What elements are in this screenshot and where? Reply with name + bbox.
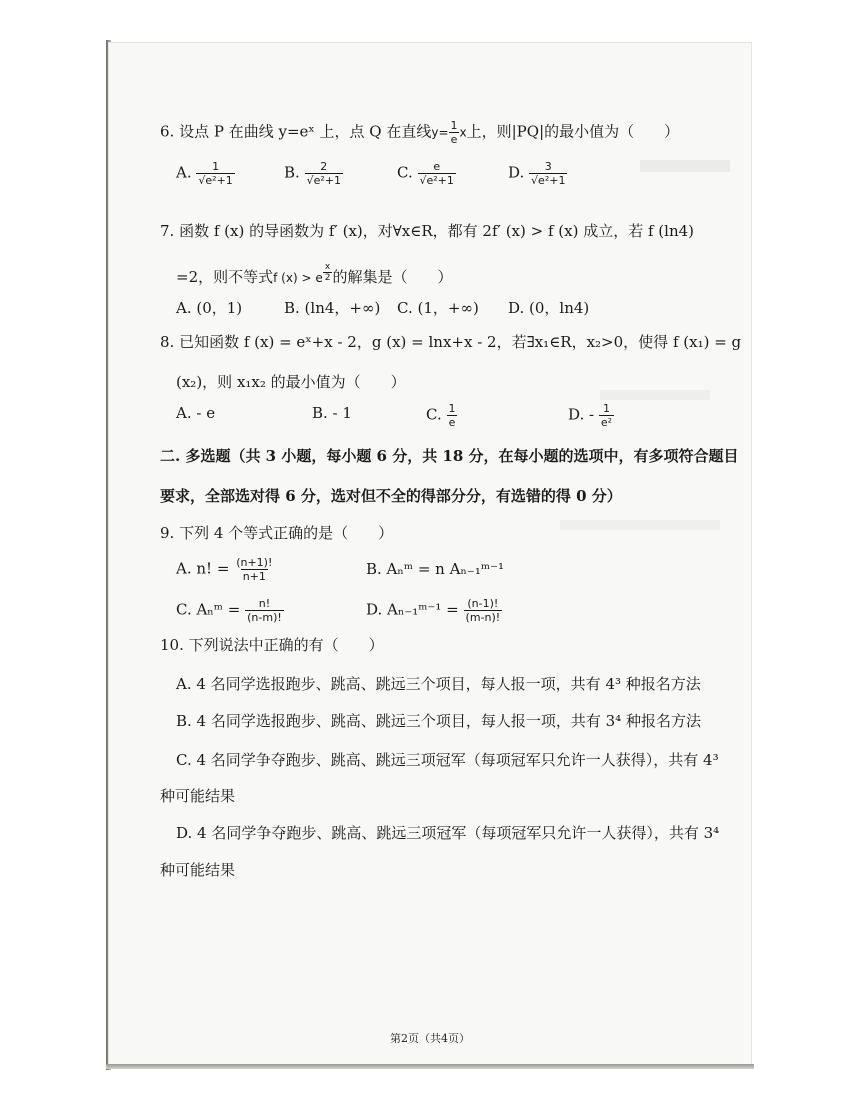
q9-option-c: C. Aₙᵐ = $\frac{n!}{(n-m)!}$: [176, 597, 282, 624]
q6-option-a: A. $\frac{1}{\text{√e²+1}}$: [176, 160, 233, 187]
show-through-mark: [600, 390, 710, 400]
q7-option-a: A. (0，1): [176, 299, 243, 317]
q10-option-c-line2: 种可能结果: [160, 787, 236, 805]
q9-stem: 9. 下列 4 个等式正确的是（ ）: [160, 524, 394, 542]
section2-heading-line1: 二. 多选题（共 3 小题，每小题 6 分，共 18 分，在每小题的选项中，有多项符合题目: [160, 447, 739, 465]
q8-option-d: D. - $\frac{1}{\text{e²}}$: [568, 402, 613, 429]
q6-option-d: D. $\frac{3}{\text{√e²+1}}$: [508, 160, 566, 187]
q8-option-a: A. - e: [176, 404, 216, 422]
q10-option-b: B. 4 名同学选报跑步、跳高、跳远三个项目，每人报一项，共有 3⁴ 种报名方法: [176, 712, 701, 730]
q9-option-b: B. Aₙᵐ = n Aₙ₋₁ᵐ⁻¹: [366, 560, 504, 578]
q8-option-b: B. - 1: [312, 404, 352, 422]
q6-option-c: C. $\frac{e}{\text{√e²+1}}$: [397, 160, 454, 187]
section2-heading-line2: 要求，全部选对得 6 分，选对但不全的得部分分，有选错的得 0 分）: [160, 487, 622, 505]
q7-option-c: C. (1，+∞): [397, 299, 479, 317]
q10-option-d-line2: 种可能结果: [160, 861, 236, 879]
q7-stem-line1: 7. 函数 f (x) 的导函数为 f′ (x)，对∀x∈R，都有 2f′ (x) > f (x) 成立，若 f (ln4): [160, 222, 695, 240]
page-footer: 第2页（共4页）: [390, 1032, 470, 1045]
q7-stem-line2: =2，则不等式f (x) > e $^{\frac{x}{2}}$ 的解集是（ ）: [176, 262, 453, 286]
q10-stem: 10. 下列说法中正确的有（ ）: [160, 636, 384, 654]
q10-option-c-line1: C. 4 名同学争夺跑步、跳高、跳远三项冠军（每项冠军只允许一人获得），共有 4³: [176, 751, 719, 769]
q10-option-a: A. 4 名同学选报跑步、跳高、跳远三个项目，每人报一项，共有 4³ 种报名方法: [176, 675, 701, 693]
q6-stem: 6. 设点 P 在曲线 y=eˣ 上，点 Q 在直线y= $\frac{1}{e}$ x上，则|PQ|的最小值为（ ）: [160, 119, 680, 146]
paper-bottom-edge: [106, 1064, 754, 1069]
q9-option-d: D. Aₙ₋₁ᵐ⁻¹ = $\frac{(n-1)!}{(m-n)!}$: [366, 597, 501, 624]
exam-page: [108, 42, 752, 1067]
q10-option-d-line1: D. 4 名同学争夺跑步、跳高、跳远三项冠军（每项冠军只允许一人获得），共有 3⁴: [176, 824, 720, 842]
show-through-mark: [640, 160, 730, 172]
q6-option-b: B. $\frac{2}{\text{√e²+1}}$: [284, 160, 341, 187]
show-through-mark: [560, 520, 720, 530]
q8-stem-line1: 8. 已知函数 f (x) = eˣ+x - 2，g (x) = lnx+x - 2，若∃x₁∈R，x₂>0，使得 f (x₁) = g: [160, 333, 742, 351]
q7-option-d: D. (0，ln4): [508, 299, 590, 317]
q9-option-a: A. n! = $\frac{(n+1)!}{n+1}$: [176, 556, 273, 583]
q8-stem-line2: (x₂)，则 x₁x₂ 的最小值为（ ）: [176, 373, 406, 391]
q7-option-b: B. (ln4，+∞): [284, 299, 381, 317]
q8-option-c: C. $\frac{1}{e}$: [426, 402, 456, 429]
